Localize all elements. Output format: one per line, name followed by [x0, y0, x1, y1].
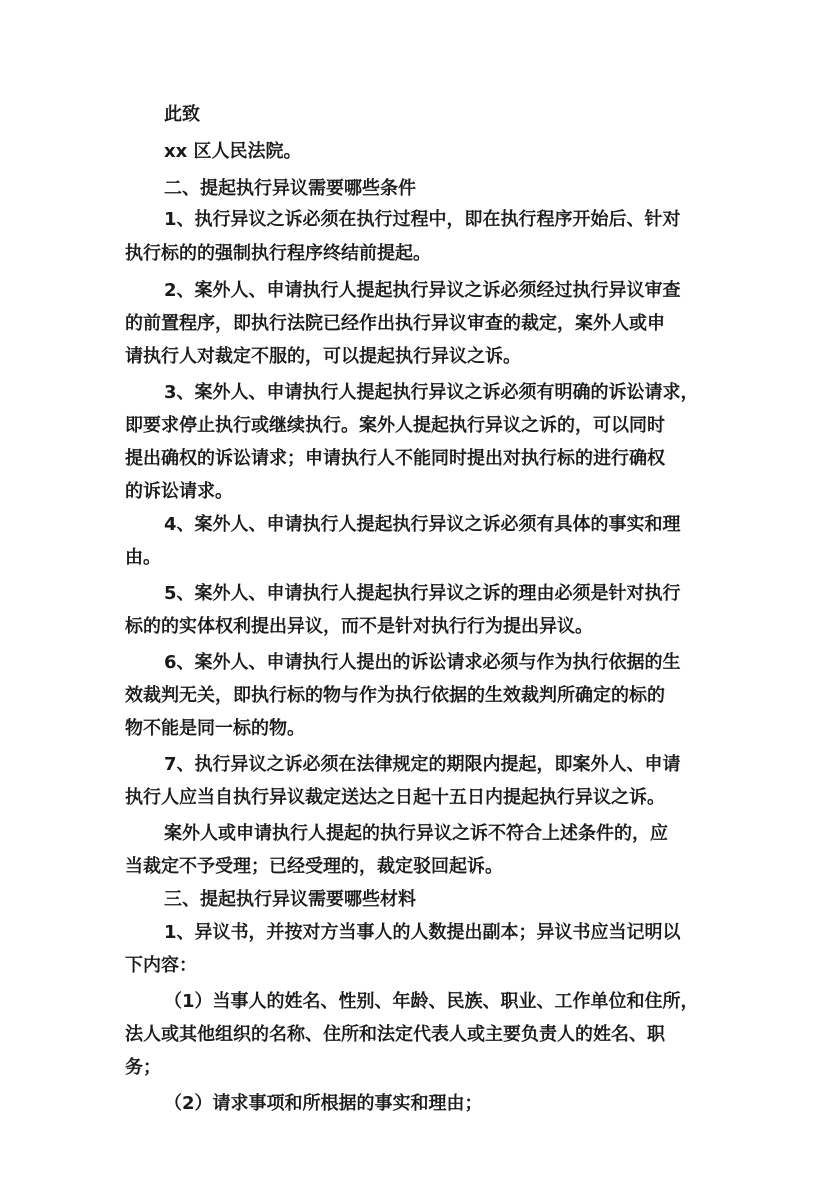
section-heading: 三、提起执行异议需要哪些材料: [164, 889, 416, 910]
paragraph-line: 2、案外人、申请执行人提起执行异议之诉必须经过执行异议审查: [164, 280, 681, 301]
paragraph-line: 6、案外人、申请执行人提出的诉讼请求必须与作为执行依据的生: [164, 652, 681, 673]
addressee: xx 区人民法院。: [164, 141, 302, 162]
paragraph-line: 提出确权的诉讼请求；申请执行人不能同时提出对执行标的进行确权: [125, 448, 665, 469]
paragraph-line: 1、异议书，并按对方当事人的人数提出副本；异议书应当记明以: [164, 922, 681, 943]
closing-salutation: 此致: [164, 104, 200, 125]
paragraph-line: 物不能是同一标的物。: [125, 718, 305, 739]
paragraph-line: （1）当事人的姓名、性别、年龄、民族、职业、工作单位和住所，: [164, 991, 699, 1012]
paragraph-line: 执行人应当自执行异议裁定送达之日起十五日内提起执行异议之诉。: [125, 787, 665, 808]
paragraph-line: 的前置程序，即执行法院已经作出执行异议审查的裁定，案外人或申: [125, 313, 665, 334]
paragraph-line: 务；: [125, 1057, 161, 1078]
paragraph-line: 案外人或申请执行人提起的执行异议之诉不符合上述条件的，应: [164, 823, 668, 844]
paragraph-line: 效裁判无关，即执行标的物与作为执行依据的生效裁判所确定的标的: [125, 685, 665, 706]
paragraph-line: 7、执行异议之诉必须在法律规定的期限内提起，即案外人、申请: [164, 754, 681, 775]
paragraph-line: 当裁定不予受理；已经受理的，裁定驳回起诉。: [125, 856, 503, 877]
paragraph-line: 执行标的的强制执行程序终结前提起。: [125, 243, 431, 264]
paragraph-line: 下内容：: [125, 955, 197, 976]
paragraph-line: 标的的实体权利提出异议，而不是针对执行行为提出异议。: [125, 616, 593, 637]
paragraph-line: 的诉讼请求。: [125, 481, 233, 502]
paragraph-line: 由。: [125, 547, 161, 568]
section-heading: 二、提起执行异议需要哪些条件: [164, 178, 416, 199]
paragraph-line: 3、案外人、申请执行人提起执行异议之诉必须有明确的诉讼请求，: [164, 382, 699, 403]
paragraph-line: 4、案外人、申请执行人提起执行异议之诉必须有具体的事实和理: [164, 514, 681, 535]
paragraph-line: 法人或其他组织的名称、住所和法定代表人或主要负责人的姓名、职: [125, 1024, 665, 1045]
paragraph-line: 即要求停止执行或继续执行。案外人提起执行异议之诉的，可以同时: [125, 415, 665, 436]
paragraph-line: 请执行人对裁定不服的，可以提起执行异议之诉。: [125, 346, 521, 367]
paragraph-line: 1、执行异议之诉必须在执行过程中，即在执行程序开始后、针对: [164, 209, 681, 230]
paragraph-line: 5、案外人、申请执行人提起执行异议之诉的理由必须是针对执行: [164, 583, 681, 604]
paragraph-line: （2）请求事项和所根据的事实和理由；: [164, 1093, 483, 1114]
